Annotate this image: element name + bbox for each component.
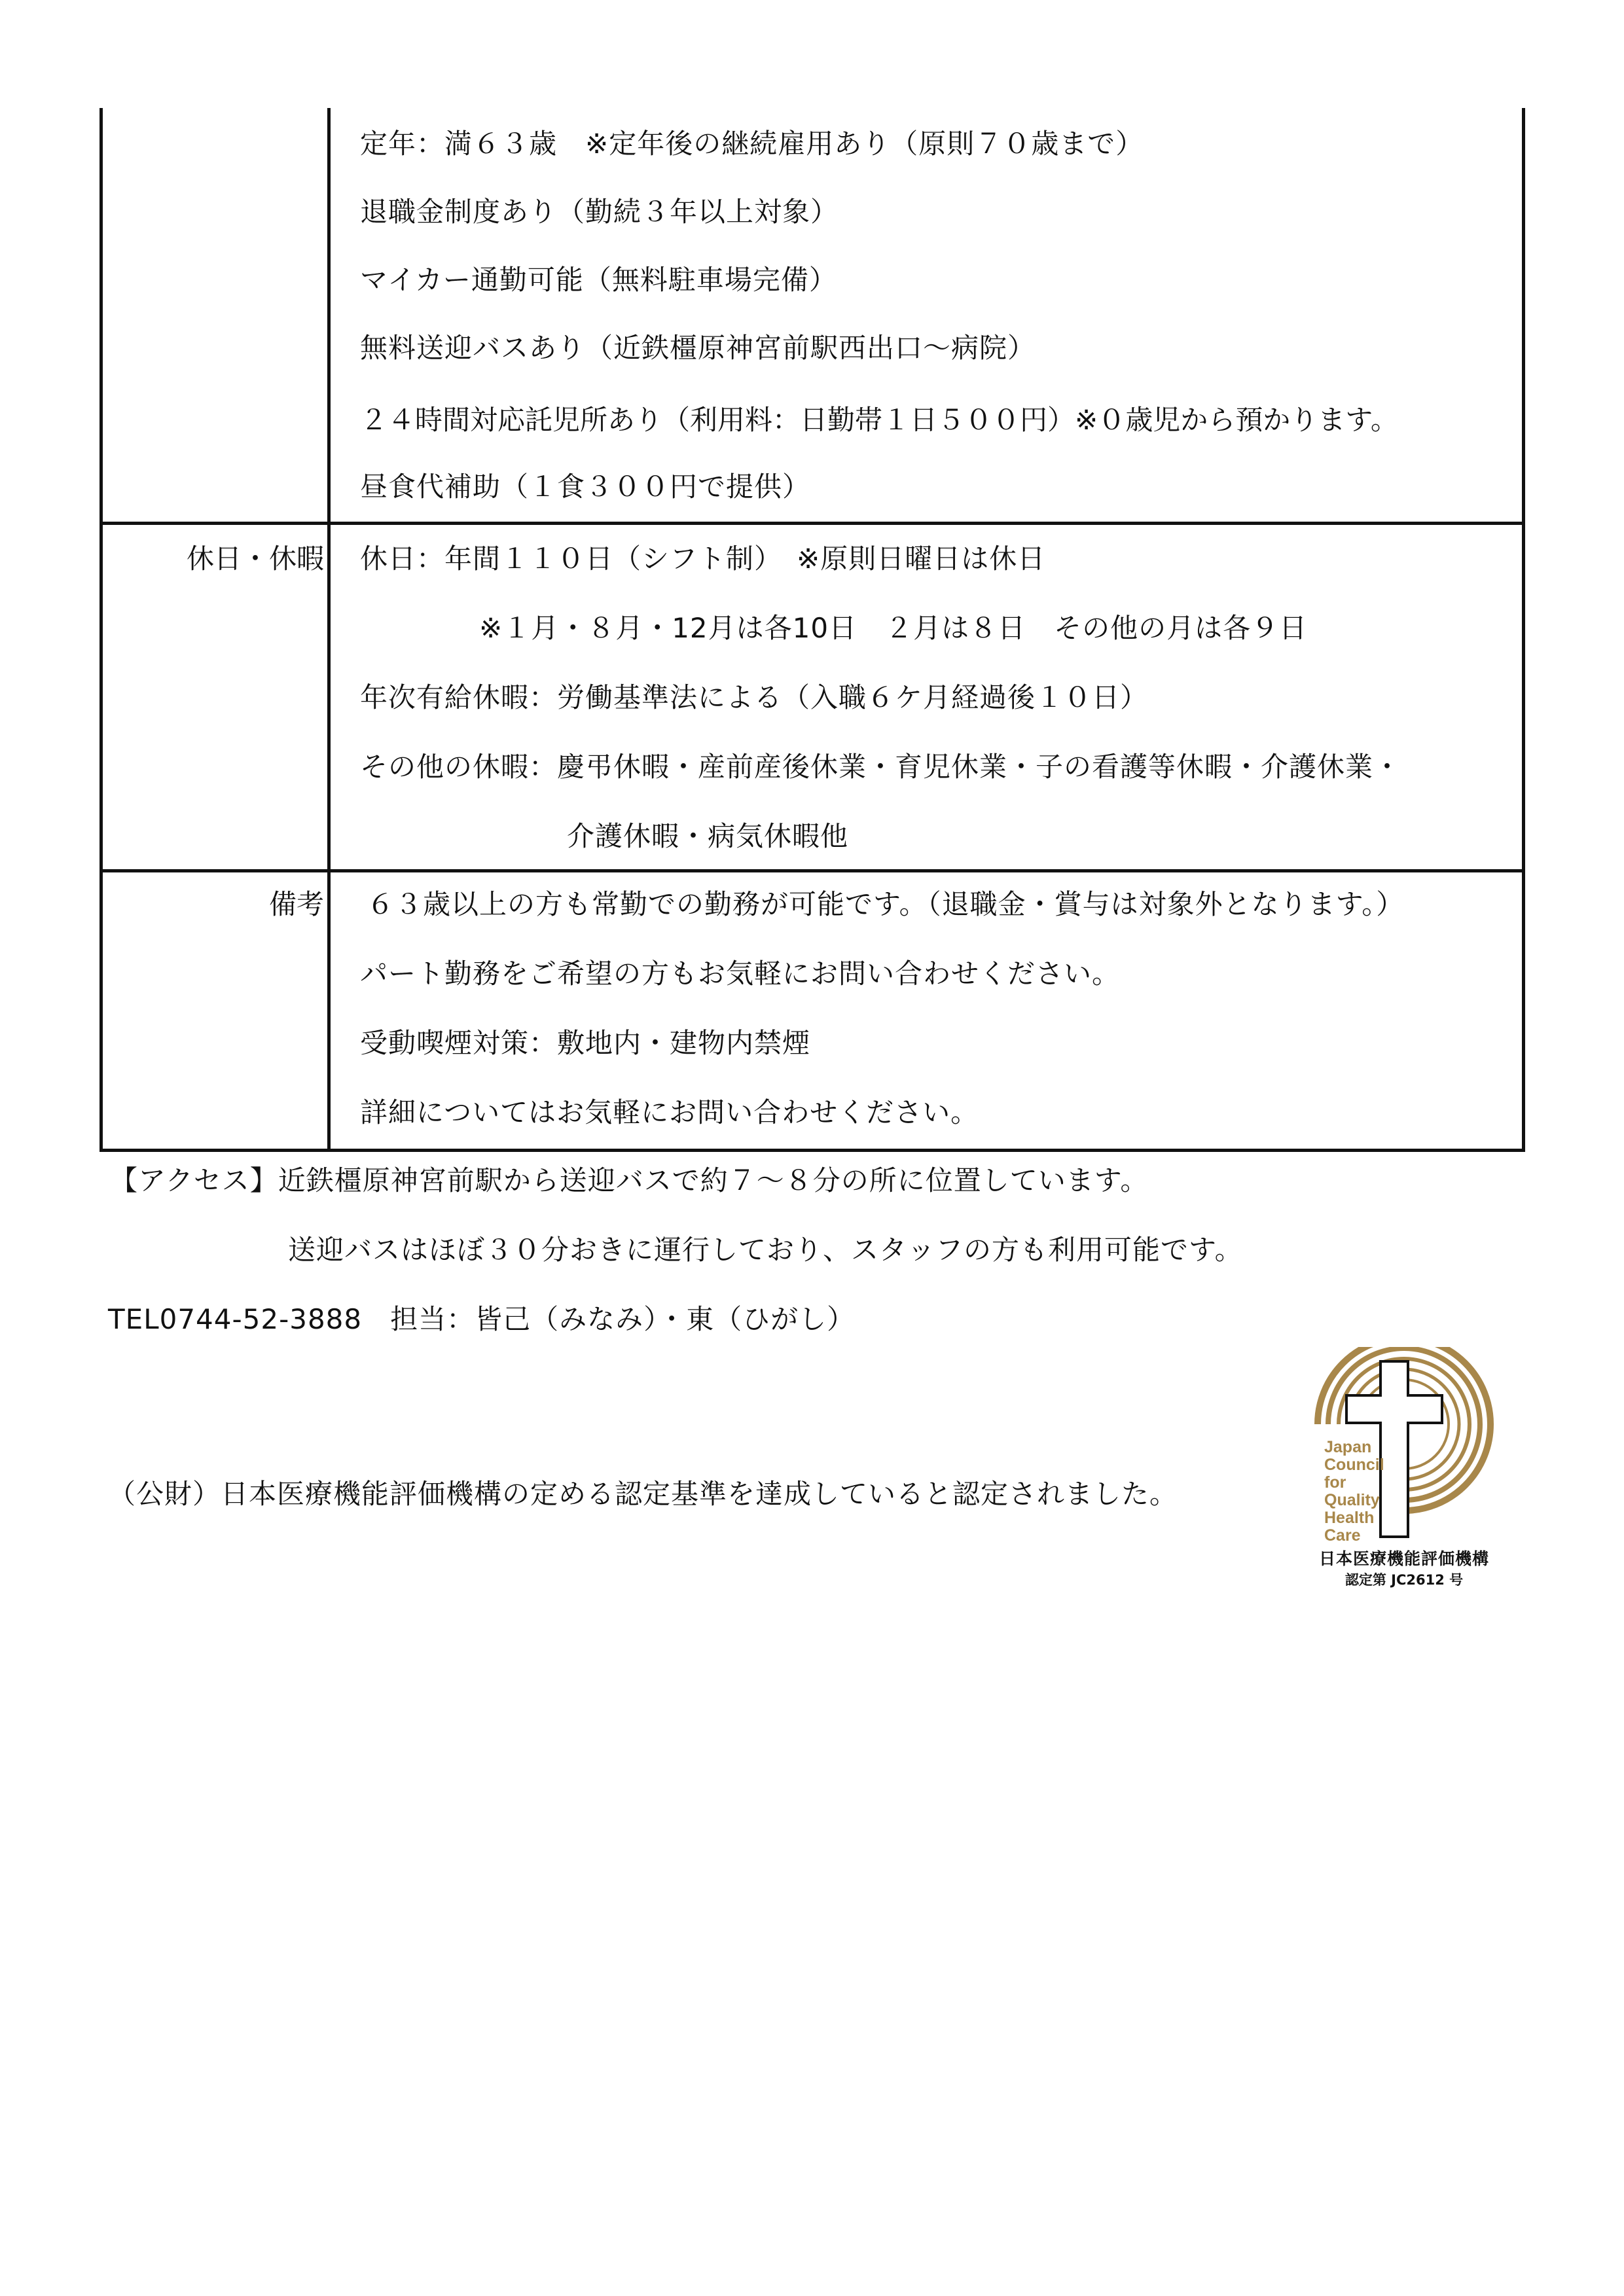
logo-word: for	[1324, 1473, 1346, 1492]
logo-word: Council	[1324, 1456, 1384, 1474]
holiday-line: 休日：年間１１０日（シフト制） ※原則日曜日は休日	[360, 543, 1046, 575]
table-row-divider	[99, 522, 1525, 525]
table-border-left	[99, 108, 103, 1152]
table-column-divider	[327, 108, 331, 1152]
table-border-right	[1522, 108, 1525, 1152]
holiday-line: 年次有給休暇：労働基準法による（入職６ケ月経過後１０日）	[360, 681, 1149, 713]
benefit-line: ２４時間対応託児所あり（利用料：日勤帯１日５００円）※０歳児から預かります。	[360, 404, 1398, 436]
access-line: 送迎バスはほぼ３０分おきに運行しており、スタッフの方も利用可能です。	[288, 1234, 1243, 1266]
holiday-line: その他の休暇：慶弔休暇・産前産後休業・育児休業・子の看護等休暇・介護休業・	[360, 751, 1402, 783]
benefit-line: 定年：満６３歳 ※定年後の継続雇用あり（原則７０歳まで）	[360, 128, 1144, 160]
logo-word: Japan	[1324, 1438, 1372, 1456]
logo-word: Care	[1324, 1526, 1361, 1545]
notes-label: 備考	[268, 888, 324, 920]
table-row-divider	[99, 869, 1525, 872]
benefit-line: 昼食代補助（１食３００円で提供）	[360, 471, 811, 503]
logo-word: Health	[1324, 1509, 1375, 1527]
accreditation-statement: （公財）日本医療機能評価機構の定める認定基準を達成していると認定されました。	[108, 1478, 1178, 1510]
benefit-line: 退職金制度あり（勤続３年以上対象）	[360, 196, 839, 228]
benefit-line: 無料送迎バスあり（近鉄橿原神宮前駅西出口〜病院）	[360, 332, 1036, 364]
logo-cert-number: 認定第 JC2612 号	[1344, 1572, 1464, 1588]
benefit-line: マイカー通勤可能（無料駐車場完備）	[360, 264, 837, 296]
holiday-line: 介護休暇・病気休暇他	[567, 820, 849, 852]
holiday-line: ※１月・８月・12月は各10日 ２月は８日 その他の月は各９日	[479, 612, 1308, 644]
logo-word: Quality	[1324, 1491, 1380, 1509]
note-line: ６３歳以上の方も常勤での勤務が可能です。（退職金・賞与は対象外となります。）	[367, 888, 1405, 920]
note-line: パート勤務をご希望の方もお気軽にお問い合わせください。	[360, 958, 1121, 990]
accreditation-logo	[1306, 1347, 1502, 1596]
holidays-label: 休日・休暇	[186, 543, 324, 575]
logo-org-name: 日本医療機能評価機構	[1318, 1549, 1489, 1568]
contact-info: TEL0744-52-3888 担当：皆己（みなみ）・東（ひがし）	[108, 1303, 856, 1335]
table-border-bottom	[99, 1149, 1525, 1152]
access-line: 【アクセス】近鉄橿原神宮前駅から送迎バスで約７〜８分の所に位置しています。	[110, 1164, 1149, 1196]
note-line: 詳細についてはお気軽にお問い合わせください。	[360, 1096, 979, 1128]
note-line: 受動喫煙対策：敷地内・建物内禁煙	[360, 1027, 811, 1059]
